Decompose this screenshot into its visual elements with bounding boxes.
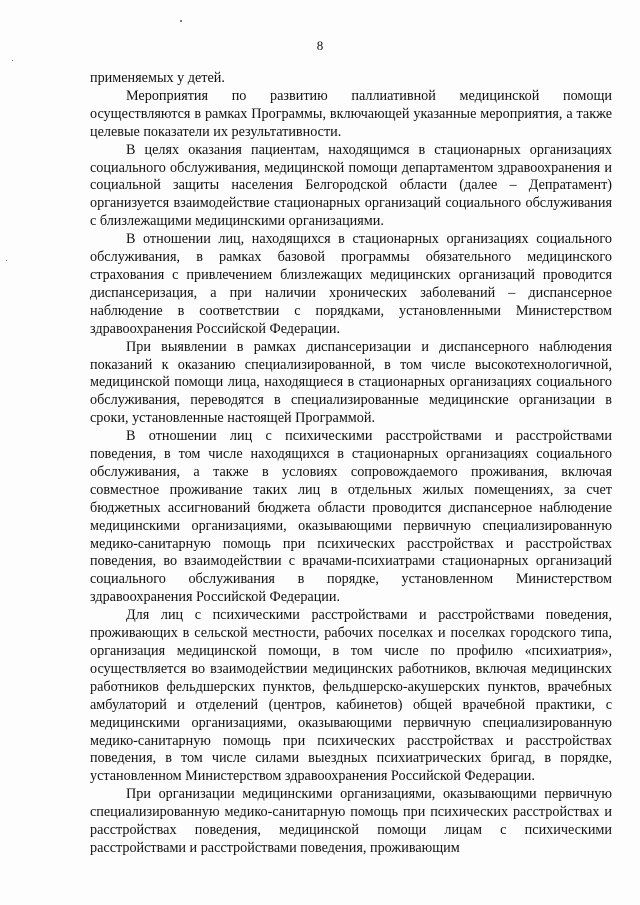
scan-speck xyxy=(180,20,182,22)
paragraph-7: Для лиц с психическими расстройствами и расстройствами поведения, проживающих в сельской местности, рабочих поселках и поселках городского типа, организация медицинской помощи, в том числе по профилю «психиатрия», осуществляется во взаимодействии медицинских работников, включая медицинских работников фельдшерских пунктов, фельдшерско-акушерских пунктов, врачебных амбулаторий и отделений (центров, кабинетов) общей врачебной практики, с медицинскими организациями, оказывающими первичную специализированную медико-санитарную помощь при психических расстройствах и расстройствах поведения, в том числе силами выездных психиатрических бригад, в порядке, установленном Министерством здравоохранения Российской Федерации. xyxy=(90,607,612,785)
page-number: 8 xyxy=(316,38,324,53)
scan-speck xyxy=(6,260,7,261)
paragraph-5: При выявлении в рамках диспансеризации и диспансерного наблюдения показаний к оказанию специализированной, в том числе высокотехнологичной, медицинской помощи лица, находящиеся в стационарных организациях социального обслуживания, переводятся в специализированные медицинские организации в сроки, установленные настоящей Программой. xyxy=(90,338,612,427)
paragraph-2: Мероприятия по развитию паллиативной медицинской помощи осуществляются в рамках Программы, включающей указанные мероприятия, а также целевые показатели их результативности. xyxy=(90,87,612,140)
paragraph-1: применяемых у детей. xyxy=(90,70,225,86)
scan-speck xyxy=(12,60,13,61)
document-body xyxy=(90,70,612,858)
paragraph-4: В отношении лиц, находящихся в стационарных организациях социального обслуживания, в рамках базовой программы обязательного медицинского страхования с привлечением близлежащих медицинских организаций проводится диспансеризация, а при наличии хронических заболеваний – диспансерное наблюдение в соответствии с порядками, установленными Министерством здравоохранения Российской Федерации. xyxy=(90,231,612,337)
paragraph-8: При организации медицинскими организациями, оказывающими первичную специализированную медико-санитарную помощь при психических расстройствах и расстройствах поведения, медицинской помощи лицам с психическими расстройствами и расстройствами поведения, проживающим xyxy=(90,786,612,856)
paragraph-6: В отношении лиц с психическими расстройствами и расстройствами поведения, в том числе находящихся в стационарных организациях социального обслуживания, а также в условиях сопровождаемого проживания, включая совместное проживание таких лиц в отдельных жилых помещениях, за счет бюджетных ассигнований бюджета области проводится диспансерное наблюдение медицинскими организациями, оказывающими первичную специализированную медико-санитарную помощь при психических расстройствах и расстройствах поведения, во взаимодействии с врачами-психиатрами стационарных организаций социального обслуживания в порядке, установленном Министерством здравоохранения Российской Федерации. xyxy=(90,428,612,606)
paragraph-3: В целях оказания пациентам, находящимся в стационарных организациях социального обслуживания, медицинской помощи департаментом здравоохранения и социальной защиты населения Белгородской области (далее – Депратамент) организуется взаимодействие стационарных организаций социального обслуживания с близлежащими медицинскими организациями. xyxy=(90,141,612,230)
